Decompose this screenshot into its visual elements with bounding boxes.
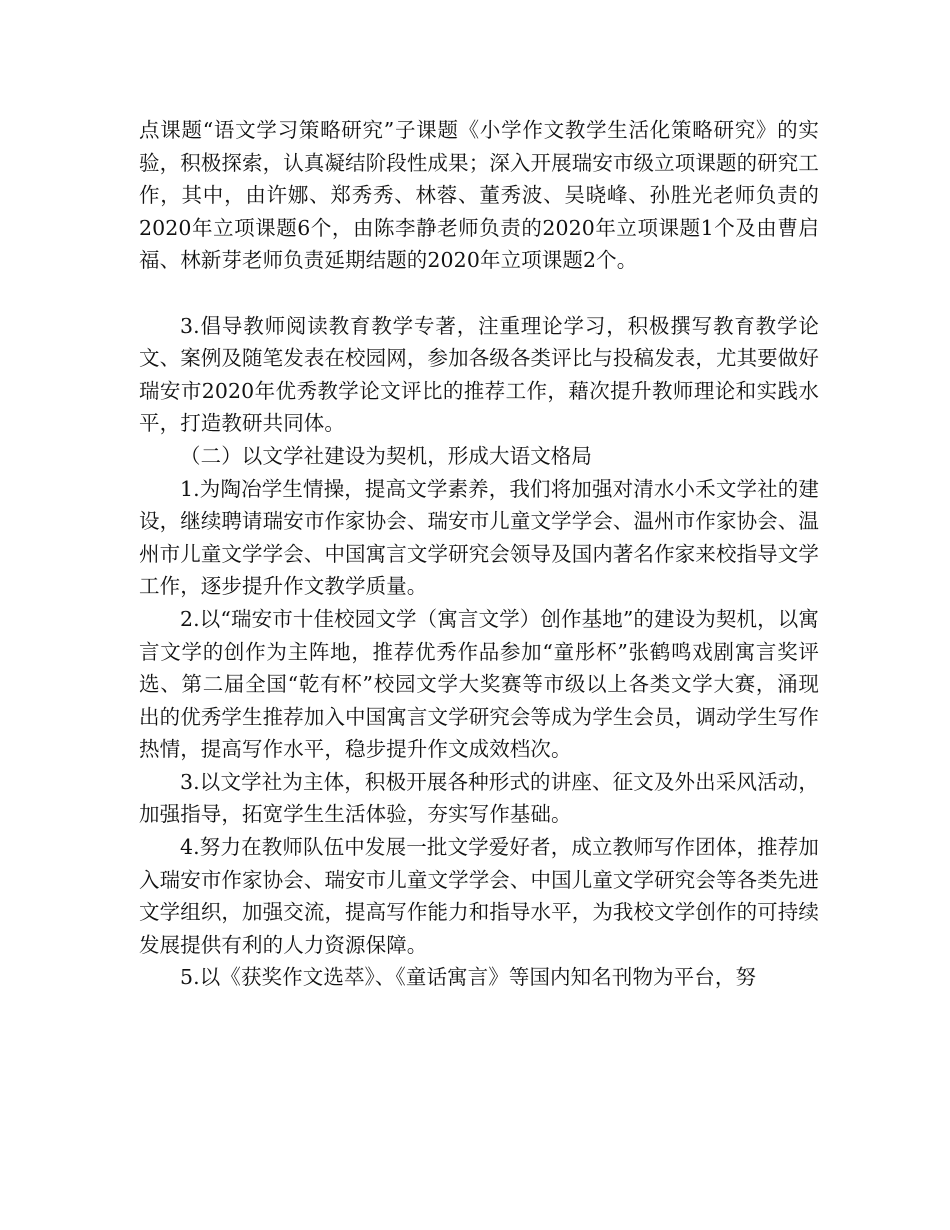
paragraph-teacher-reading: 3.倡导教师阅读教育教学专著，注重理论学习，积极撰写教育教学论文、案例及随笔发表在校园网，参加各级各类评比与投稿发表，尤其要做好瑞安市2020年优秀教学论文评比的推荐工作，藉次提升教师理论和实践水平，打造教研共同体。 bbox=[139, 313, 819, 436]
section-heading-literature-club: （二）以文学社建设为契机，形成大语文格局 bbox=[180, 443, 592, 468]
paragraph-club-building: 1.为陶冶学生情操，提高文学素养，我们将加强对清水小禾文学社的建设，继续聘请瑞安市作家协会、瑞安市儿童文学学会、温州市作家协会、温州市儿童文学学会、中国寓言文学研究会领导及国内著名作家来校指导文学工作，逐步提升作文教学质量。 bbox=[139, 476, 819, 599]
paragraph-publication-platform: 5.以《获奖作文选萃》、《童话寓言》等国内知名刊物为平台，努 bbox=[180, 965, 757, 990]
paragraph-teacher-writers: 4.努力在教师队伍中发展一批文学爱好者，成立教师写作团体，推荐加入瑞安市作家协会、瑞安市儿童文学学会、中国儿童文学研究会等各类先进文学组织，加强交流，提高写作能力和指导水平，为我校文学创作的可持续发展提供有利的人力资源保障。 bbox=[139, 835, 819, 957]
paragraph-club-activities: 3.以文学社为主体，积极开展各种形式的讲座、征文及外出采风活动，加强指导，拓宽学生生活体验，夯实写作基础。 bbox=[139, 769, 819, 827]
paragraph-fable-base: 2.以“瑞安市十佳校园文学（寓言文学）创作基地”的建设为契机，以寓言文学的创作为主阵地，推荐优秀作品参加“童彤杯”张鹤鸣戏剧寓言奖评选、第二届全国“乾有杯”校园文学大奖赛等市级以上各类文学大赛，涌现出的优秀学生推荐加入中国寓言文学研究会等成为学生会员，调动学生写作热情，提高写作水平，稳步提升作文成效档次。 bbox=[139, 606, 819, 762]
document-body bbox=[139, 114, 819, 994]
paragraph-spacer bbox=[139, 277, 819, 310]
paragraph-research-projects: 点课题“语文学习策略研究”子课题《小学作文教学生活化策略研究》的实验，积极探索，认真凝结阶段性成果；深入开展瑞安市级立项课题的研究工作，其中，由许娜、郑秀秀、林蓉、董秀波、吴晓峰、孙胜光老师负责的2020年立项课题6个，由陈李静老师负责的2020年立项课题1个及由曹启福、林新芽老师负责延期结题的2020年立项课题2个。 bbox=[139, 118, 819, 273]
